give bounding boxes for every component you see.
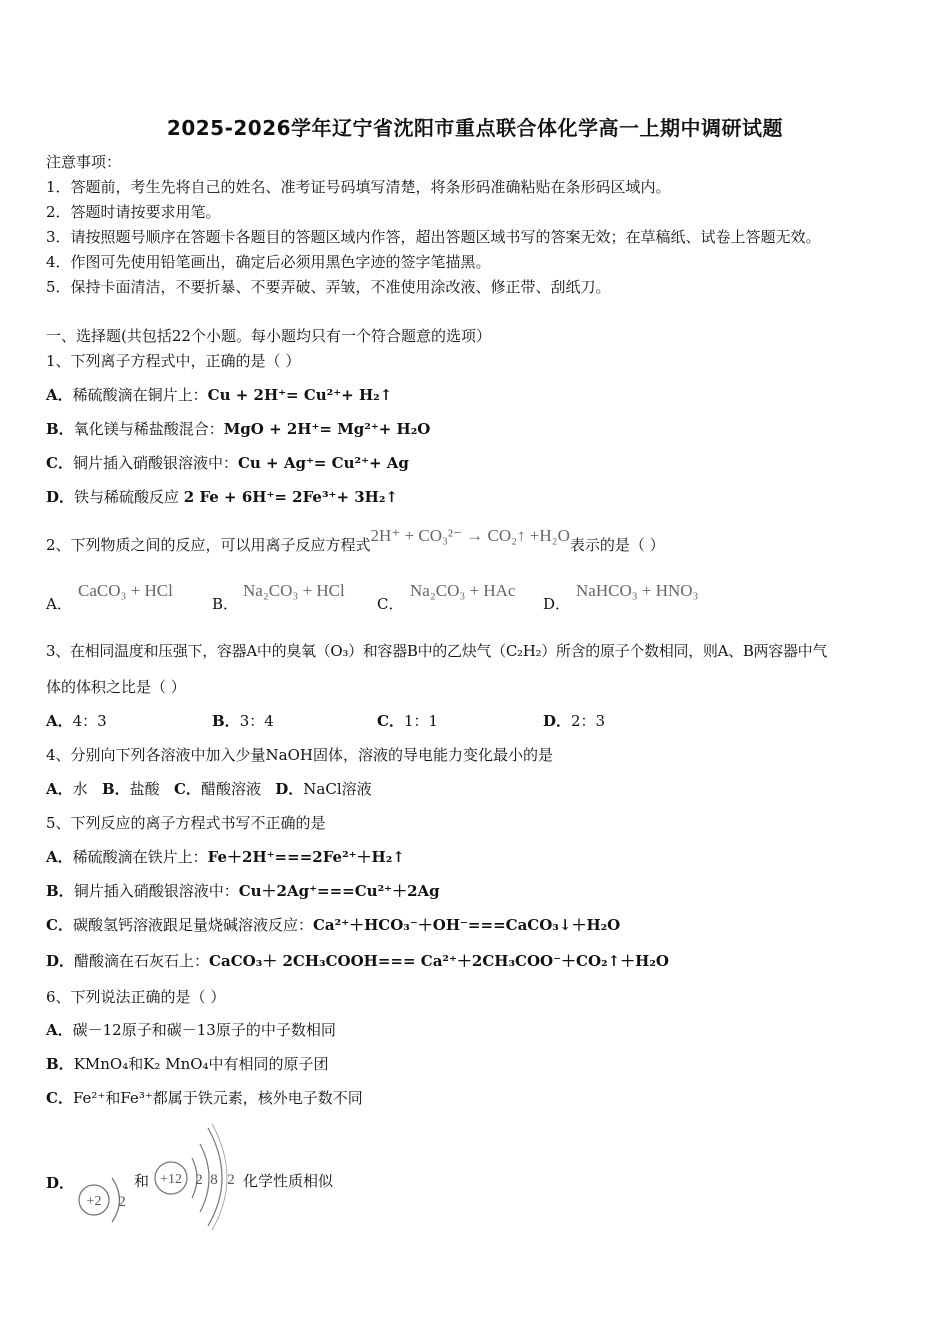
option-label: A． — [46, 780, 73, 798]
magnesium-atom-diagram — [152, 1118, 244, 1230]
option-label: C． — [377, 712, 404, 730]
q3-option-b — [212, 712, 274, 730]
notice-item-5: 5．保持卡面清洁，不要折暴、不要弄破、弄皱，不准使用涂改液、修正带、刮纸刀。 — [46, 278, 611, 296]
q6-option-d-and: 和 — [134, 1172, 150, 1190]
q2-option-a-label: A． — [46, 595, 72, 613]
q1-option-a — [46, 386, 392, 404]
option-label: A． — [46, 712, 73, 730]
q2-stem-post: 表示的是（ ） — [569, 536, 665, 554]
option-label: B． — [46, 1055, 74, 1073]
notice-item-2: 2．答题时请按要求用笔。 — [46, 203, 221, 221]
option-label: A． — [46, 386, 73, 404]
electron-shell-count: 2 — [118, 1194, 126, 1210]
electron-shell-count: 8 — [210, 1172, 218, 1188]
option-label: D． — [543, 712, 572, 730]
q5-option-a — [46, 848, 405, 866]
option-label: A． — [46, 848, 73, 866]
q3-stem-line2: 体的体积之比是（ ） — [46, 678, 186, 696]
option-label: D． — [46, 488, 75, 506]
equation: 2 Fe + 6H⁺= 2Fe³⁺+ 3H₂↑ — [183, 488, 398, 506]
q1-option-d — [46, 488, 398, 506]
option-text: 碳－12原子和碳－13原子的中子数相同 — [72, 1021, 336, 1039]
section-heading: 一、选择题(共包括22个小题。每小题均只有一个符合题意的选项） — [46, 327, 491, 345]
q5-option-b — [46, 882, 440, 900]
option-label: D． — [46, 952, 75, 970]
q2-ionic-equation: 2H⁺ + CO₃²⁻ → CO₂↑ +H₂O — [370, 526, 570, 545]
option-text: 醋酸滴在石灰石上： — [74, 952, 210, 970]
option-label: C． — [46, 1089, 73, 1107]
option-text: 铁与稀硫酸反应 — [74, 488, 184, 506]
q1-option-b — [46, 420, 430, 438]
q3-option-d — [543, 712, 605, 730]
equation: Cu + Ag⁺= Cu²⁺+ Ag — [237, 454, 409, 472]
q3-option-a — [46, 712, 107, 730]
option-text: 盐酸 — [129, 780, 160, 798]
q6-stem: 6、下列说法正确的是（ ） — [46, 988, 226, 1006]
q2-option-d-formula: NaHCO₃ + HNO₃ — [576, 581, 699, 600]
option-label: B． — [46, 420, 74, 438]
option-text: 3：4 — [239, 712, 274, 730]
option-text: Fe²⁺和Fe³⁺都属于铁元素，核外电子数不同 — [72, 1089, 363, 1107]
q4-stem: 4、分别向下列各溶液中加入少量NaOH固体，溶液的导电能力变化最小的是 — [46, 746, 553, 764]
equation: MgO + 2H⁺= Mg²⁺+ H₂O — [223, 420, 431, 438]
atom-nucleus-charge: +12 — [160, 1172, 182, 1187]
q2-option-d-label: D． — [543, 595, 571, 613]
option-text: 稀硫酸滴在铜片上： — [72, 386, 208, 404]
option-label: D． — [275, 780, 304, 798]
equation: Cu＋2Ag⁺===Cu²⁺＋2Ag — [238, 882, 440, 900]
option-text: 碳酸氢钙溶液跟足量烧碱溶液反应： — [72, 916, 313, 934]
option-label: B． — [46, 882, 74, 900]
option-label: A． — [46, 1021, 73, 1039]
notice-item-3: 3．请按照题号顺序在答题卡各题目的答题区域内作答，超出答题区域书写的答案无效；在草稿纸、试卷上答题无效。 — [46, 228, 821, 246]
q2-option-a-formula: CaCO₃ + HCl — [78, 581, 173, 600]
option-label: C． — [46, 916, 73, 934]
option-text: KMnO₄和K₂ MnO₄中有相同的原子团 — [73, 1055, 329, 1073]
q2-option-c-formula: Na₂CO₃ + HAc — [410, 581, 516, 600]
option-text: 水 — [72, 780, 88, 798]
q5-stem: 5、下列反应的离子方程式书写不正确的是 — [46, 814, 326, 832]
equation: CaCO₃＋ 2CH₃COOH=== Ca²⁺＋2CH₃COO⁻＋CO₂↑＋H₂O — [209, 952, 669, 970]
option-text: 铜片插入硝酸银溶液中： — [72, 454, 238, 472]
page-title: 2025-2026学年辽宁省沈阳市重点联合体化学高一上期中调研试题 — [166, 116, 784, 140]
q5-option-c — [46, 916, 620, 934]
option-label: C． — [46, 454, 73, 472]
notice-heading: 注意事项： — [46, 153, 122, 171]
q2-option-b-label: B． — [212, 595, 239, 613]
helium-atom-diagram — [72, 1168, 132, 1230]
q2-stem-pre: 2、下列物质之间的反应，可以用离子反应方程式 — [46, 536, 371, 554]
option-text: NaCl溶液 — [303, 780, 372, 798]
q1-option-c — [46, 454, 409, 472]
q6-option-d-tail: 化学性质相似 — [243, 1172, 334, 1190]
q3-stem-line1: 3、在相同温度和压强下，容器A中的臭氧（O₃）和容器B中的乙炔气（C₂H₂）所含的原子个数相同，则A、B两容器中气 — [46, 642, 828, 660]
option-text: 稀硫酸滴在铁片上： — [72, 848, 208, 866]
equation: Fe＋2H⁺===2Fe²⁺＋H₂↑ — [207, 848, 405, 866]
option-text: 氧化镁与稀盐酸混合： — [73, 420, 224, 438]
option-label: C． — [173, 780, 201, 798]
electron-shell-count: 2 — [195, 1172, 203, 1188]
q1-stem: 1、下列离子方程式中，正确的是（ ） — [46, 352, 301, 370]
q5-option-d — [46, 952, 669, 970]
equation: Cu + 2H⁺= Cu²⁺+ H₂↑ — [207, 386, 393, 404]
notice-item-4: 4．作图可先使用铅笔画出，确定后必须用黑色字迹的签字笔描黑。 — [46, 253, 491, 271]
option-text: 2：3 — [571, 712, 606, 730]
q2-option-c-label: C． — [377, 595, 404, 613]
equation: Ca²⁺＋HCO₃⁻＋OH⁻===CaCO₃↓＋H₂O — [312, 916, 621, 934]
option-text: 醋酸溶液 — [200, 780, 261, 798]
q6-option-d-label: D． — [46, 1174, 75, 1192]
atom-nucleus-charge: +2 — [86, 1194, 102, 1209]
option-text: 4：3 — [72, 712, 107, 730]
option-label: B． — [212, 712, 240, 730]
option-text: 1：1 — [403, 712, 439, 730]
option-text: 铜片插入硝酸银溶液中： — [73, 882, 239, 900]
q6-option-c — [46, 1089, 363, 1107]
notice-item-1: 1．答题前，考生先将自己的姓名、准考证号码填写清楚，将条形码准确粘贴在条形码区域内。 — [46, 178, 671, 196]
q6-option-a — [46, 1021, 336, 1039]
option-label: B． — [101, 780, 130, 798]
q2-stem — [46, 526, 665, 554]
electron-shell-count: 2 — [227, 1172, 235, 1188]
q4-options — [46, 780, 372, 798]
q2-option-b-formula: Na₂CO₃ + HCl — [243, 581, 345, 600]
q3-option-c — [377, 712, 438, 730]
q6-option-b — [46, 1055, 329, 1073]
